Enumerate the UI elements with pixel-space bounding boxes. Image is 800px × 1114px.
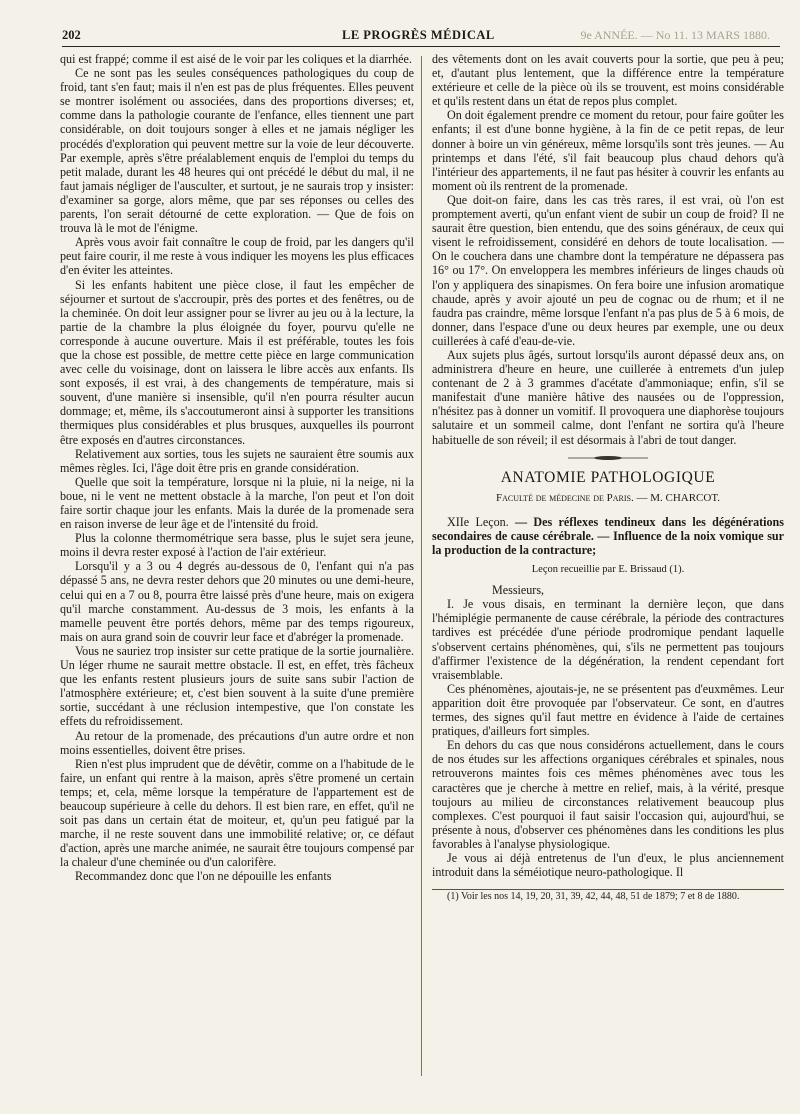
collected-by: Leçon recueillie par E. Brissaud (1). [531, 564, 685, 576]
paragraph: Aux sujets plus âgés, surtout lorsqu'ils auront dépassé deux ans, on administrera d'heure en heure, une cuillerée à entremets d'un julep contenant de 2 à 3 grammes d'acétate d'ammoniaque; enfin, s'il se manifestait d'une manière hâtive des nausées ou de l'oppression, n'hésitez pas à donner un vomitif. Il provoquera une diaphorèse toujours salutaire et un sommeil calme, dont l'enfant ne sortira qu'à l'heure habituelle de son réveil; il est désormais à l'abri de tout danger. [432, 347, 784, 447]
paragraph: Rien n'est plus imprudent que de dévêtir, comme on a l'habitude de le faire, un enfant qui rentre à la maison, après s'être promené un certain temps; et, cela, même lorsque la température de l'appartement est de beaucoup supérieure à celle du dehors. Il est bien rare, en effet, qu'il ne soit pas dans un certain état de moiteur, et, qu'un peu fatigué par la marche, il ne reste souvent dans une immobilité relative; or, ce défaut d'action, après une marche animée, ne saurait être toujours compensé par la chaleur d'une cheminée ou d'un calorifère. [60, 756, 414, 870]
paragraph: Après vous avoir fait connaître le coup de froid, par les dangers qu'il peut faire courir, il me reste à vous indiquer les moyens les plus efficaces d'en éviter les atteintes. [60, 235, 414, 278]
paragraph: Au retour de la promenade, des précautions d'un autre ordre et non moins essentielles, doivent être prises. [60, 728, 414, 757]
lecture-number: XIIe Leçon. [447, 514, 509, 529]
paragraph: Ce ne sont pas les seules conséquences pathologiques du coup de froid, tant s'en faut; mais il n'en est pas de plus fréquentes. Elles peuvent se montrer isolément ou associées, dans des proportions diverses; et, comme dans la pathologie courante de l'enfance, elles tiennent une part considérable, on doit toujours songer à elles et ne jamais négliger les procédés d'exploration qui peuvent mettre sur la voie de leur découverte. Par exemple, après s'être préalablement enquis de l'emploi du temps du petit malade, durant les 48 heures qui ont précédé le début du mal, il ne faut jamais négliger de l'ausculter, et surtout, je ne saurais trop y insister: d'examiner sa gorge, alors même, que par ses réponses ou celles des parents, l'on serait détourné de cette exploration. — Que de fois on trouva là le mot de l'énigme. [60, 66, 414, 236]
section-title: ANATOMIE PATHOLOGIQUE [500, 468, 716, 486]
paragraph: Vous ne sauriez trop insister sur cette pratique de la sortie journalière. Un léger rhume ne saurait mettre obstacle. Il est, en effet, très fâcheux que les enfants restent plusieurs jours de suite sans subir l'action de l'atmosphère extérieure; et, c'est bien souvent à la suite d'une première sortie, succédant à une réclusion intempestive, que l'on constate les effets du refroidissement. [60, 643, 414, 729]
faculty-line: Faculté de médecine de Paris. — M. CHARCOT. [496, 491, 720, 504]
lecture-heading [432, 515, 784, 557]
column-divider [421, 56, 422, 1076]
paragraph: des vêtements dont on les avait couverts pour la sortie, que peu à peu; et, d'autant plus lentement, que la différence entre la température extérieure et celle de la pièce où ils se trouvent, est moins considérable et qu'ils restent dans un état de repos plus complet. [432, 52, 784, 109]
paragraph: Lorsqu'il y a 3 ou 4 degrés au-dessous de 0, l'enfant qui n'a pas dépassé 5 ans, ne devra rester dehors que 20 minutes ou une demi-heure, celui qui en a 7 ou 8, pourra être laissé près d'une heure, mais on exigera qu'il marche constamment. Au-dessus de 3 mois, les enfants à la mamelle peuvent être portés dehors, même par des temps rigoureux, mais on aura grand soin de couvrir leur face et d'abréger la promenade. [60, 559, 414, 644]
paragraph: Que doit-on faire, dans les cas très rares, il est vrai, où l'on est promptement averti, qu'un enfant vient de subir un coup de froid? Il ne saurait être question, bien entendu, que des soins généraux, de ceux qui visent le refroidissement, considéré en dehors de toute localisation. — On le couchera dans une chambre dont la température ne dépassera pas 16° ou 17°. On enveloppera les membres inférieurs de linges chauds où l'on y appliquera des sinapismes. On fera boire une infusion aromatique chaude, après y avoir ajouté un peu de cognac ou de rhum; et il ne faudra pas craindre, même lorsque l'enfant n'a pas plus de 5 à 6 mois, de donner, dans l'espace d'une ou deux heures par exemple, une ou deux cuillerées à café d'eau-de-vie. [432, 192, 784, 348]
paragraph: On doit également prendre ce moment du retour, pour faire goûter les enfants; il est d'une bonne hygiène, à la fin de ce petit repas, de leur donner à boire un vin généreux, même lorsqu'ils sont très jeunes. — Au printemps et dans l'été, s'il fait beaucoup plus chaud dehors qu'à l'intérieur des appartements, il ne faut pas hésiter à couvrir les enfants au moment où ils rentrent de la promenade. [432, 108, 784, 193]
paragraph: Recommandez donc que l'on ne dépouille les enfants [75, 869, 332, 884]
paragraph: qui est frappé; comme il est aisé de le voir par les coliques et la diarrhée. [60, 52, 412, 66]
paragraph: Plus la colonne thermométrique sera basse, plus le sujet sera jeune, moins il devra rester exposé à l'action de l'air extérieur. [60, 531, 414, 560]
paragraph: I. Je vous disais, en terminant la dernière leçon, que dans l'hémiplégie permanente de cause cérébrale, la période des contractures tardives est précédée d'une période prodromique pendant laquelle s'observent certains phénomènes, qui, s'ils ne permettent pas toujours d'affirmer l'existence de la dégénération, la rendent cependant fort vraisemblable. [432, 597, 784, 682]
journal-title: LE PROGRÈS MÉDICAL [342, 28, 495, 42]
page-number: 202 [62, 28, 81, 42]
page-header [62, 26, 780, 47]
right-column [432, 52, 784, 904]
footnote: (1) Voir les nos 14, 19, 20, 31, 39, 42, 44, 48, 51 de 1879; 7 et 8 de 1880. [447, 891, 740, 903]
left-column [60, 52, 414, 884]
paragraph: Si les enfants habitent une pièce close, il faut les empêcher de séjourner et surtout de s'accroupir, près des portes et des fenêtres, ou de la cheminée. On doit leur assigner pour se livrer au jeu ou à la lecture, la partie de la chambre la plus éloignée du foyer, pourvu qu'elle ne corresponde à aucune ouverture. Mais il est préférable, toutes les fois que la chose est possible, de mettre cette pièce en large communication avec celle du voisinage, dont on laissera le libre accès aux enfants. Ils sont exposés, il est vrai, à des changements de température, mais si souvent, d'une manière si insensible, qu'il n'en pourra résulter aucun dommage; et, même, ils s'accoutumeront ainsi à supporter les transitions thermiques plus considérables et plus brusques, auxquelles ils pourront être exposés en d'autres circonstances. [60, 277, 414, 447]
salutation: Messieurs, [492, 583, 545, 598]
ornamental-separator [568, 455, 648, 461]
paragraph: Ces phénomènes, ajoutais-je, ne se présentent pas d'euxmêmes. Leur apparition doit être provoquée par l'observateur. Ce sont, en d'autres termes, des signes qu'il faut mettre en évidence à l'aide de certaines pratiques, d'ailleurs fort simples. [432, 681, 784, 739]
paragraph: Relativement aux sorties, tous les sujets ne sauraient être soumis aux mêmes règles. Ici, l'âge doit être pris en grande considération. [60, 446, 414, 475]
header-issue-info: 9e ANNÉE. — No 11. 13 MARS 1880. [580, 28, 770, 42]
paragraph: Quelle que soit la température, lorsque ni la pluie, ni la neige, ni la boue, ni le vent ne mettent obstacle à la marche, l'on peut et l'on doit faire sortir chaque jour les enfants. Mais la durée de la promenade sera en raison inverse de leur âge et de l'intensité du froid. [60, 474, 414, 532]
paragraph: Je vous ai déjà entretenus de l'un d'eux, le plus anciennement introduit dans la séméiotique neuro-pathologique. Il [432, 850, 784, 880]
paragraph: En dehors du cas que nous considérons actuellement, dans le cours de nos études sur les affections organiques cérébrales et spinales, nous retrouverons maintes fois ces mêmes phénomènes avec tous les caractères que je cherche à mettre en relief, mais, à la vérité, presque toujours au milieu de circonstances relativement beaucoup plus complexes. C'est pourquoi il faut saisir l'occasion qui, aujourd'hui, se présente à nous, d'observer ces phénomènes dans les conditions les plus favorables à l'analyse physiologique. [432, 738, 784, 851]
lecture-title: — Des réflexes tendineux dans les dégénérations secondaires de cause cérébrale. — Influence de la noix vomique sur la production de la contracture; [432, 514, 784, 557]
